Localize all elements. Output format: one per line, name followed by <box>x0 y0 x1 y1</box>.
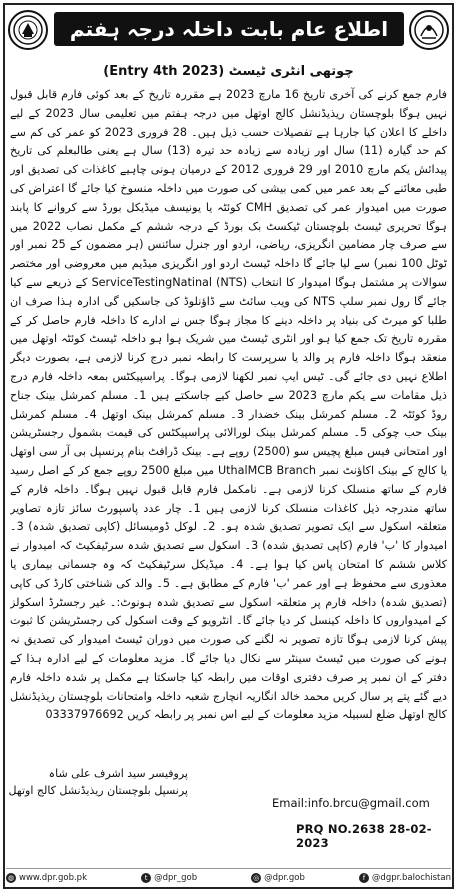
instagram-text: @dpr.gob <box>264 873 305 883</box>
footer-bar <box>6 868 451 887</box>
prq-number: PRQ NO.2638 28-02-2023 <box>296 822 432 850</box>
entry-test-subtitle <box>0 64 457 79</box>
notice-title: اطلاع عام بابت داخلہ درجہ ہفتم <box>54 12 404 46</box>
facebook-icon: f <box>359 873 369 883</box>
instagram-icon: ◎ <box>253 874 260 882</box>
contact-email: Email:info.brcu@gmail.com <box>272 796 430 810</box>
subtitle-text: چوتھی انٹری ٹیسٹ <box>228 64 354 79</box>
college-emblem-icon <box>8 10 48 50</box>
twitter-text: @dpr_gob <box>154 873 198 883</box>
facebook-text: @dgpr.balochistan <box>371 873 451 883</box>
notice-paragraph: فارم جمع کرنے کی آخری تاریخ 16 مارچ 2023 ہے مقررہ تاریخ کے بعد کوئی فارم قابل قبول نہیں ہوگا بلوچستان ریذیڈنشل کالج اوتھل میں درجہ ہفتم میں تعلیمی سال 2023 کے لیے داخلے کا اعلان کیا جارہا ہے تفصیلات حسب ذیل ہیں۔ 28 فروری 2023 کو عمر کی کم سے کم حد گیارہ (11) سال اور زیادہ سے زیادہ حد تیرہ (13) سال ہے یعنی طالبعلم کی تاریخ پیدائش یکم مارچ 2010 اور 29 فروری 2012 کے درمیان ہونی چاہیے کاغذات کی تصدیق اور طبی معائنے کے بعد عمر میں کمی بیشی کی صورت میں داخلہ منسوخ کیا جائے گا اعتراض کی صورت میں امیدوار عمر کی تصدیق CMH کوئٹہ یا یونیسف میڈیکل بورڈ سے کروانے کا پابند ہوگا تحریری ٹیسٹ بلوچستان ٹیکسٹ بک بورڈ کے درجہ ششم کے مکمل نصاب 2022 میں سے صرف چار مضامین انگریزی، ریاضی، اردو اور جنرل سائنس (ہر مضمون کے 25 نمبر اور ٹوٹل 100 نمبر) سے لیا جائے گا داخلہ ٹیسٹ اردو اور انگریزی میڈیم میں معروضی اور مختصر سوالات پر مشتمل ہوگا امیدوار کا انتخاب ServiceTestingNatinal (NTS) کے ذریعے سے کیا جائے گا رول نمبر سلپ NTS کی ویب سائٹ سے ڈاؤنلوڈ کی جاسکیں گی ادارہ ہذا صرف ان طلبا کو میرٹ کی بنیاد پر داخلہ دینے کا مجاز ہوگا جس نے ادارے کا داخلہ فارم حاصل کر کے مقررہ تاریخ تک جمع کیا ہو اور انٹری ٹیسٹ میں شریک ہوا ہو داخلہ ٹیسٹ کوئٹہ اوتھل میں منعقد ہوگا داخلہ فارم پر والد یا سرپرست کا رابطہ نمبر درج کرنا لازمی ہے، بصورت دیگر اطلاع نہیں دی جائے گی۔ ٹیس ایپ نمبر لکھنا لازمی ہوگا۔ پراسپیکٹس بمعہ داخلہ فارم درج ذیل مقامات سے یکم مارچ 2023 سے حاصل کیے جاسکتے ہیں 1۔ مسلم کمرشل بینک جناح روڈ کوئٹہ 2۔ مسلم کمرشل بینک خضدار 3۔ مسلم کمرشل بینک اوتھل 4۔ مسلم کمرشل بینک حب چوکی 5۔ مسلم کمرشل بینک لورالائی پراسپیکٹس کی قیمت بشمول رجسٹریشن اور امتحانی فیس مبلغ پچیس سو (2500) روپے ہے۔ بینک ڈرافٹ بنام پرنسپل بی آر سی اوتھل یا کالج کے بینک اکاؤنٹ نمبر UthalMCB Branch میں مبلغ 2500 روپے جمع کر کے اصل رسید فارم کے ساتھ منسلک کرنا لازمی ہے۔ نامکمل فارم قابل قبول نہیں ہوگا۔ داخلہ فارم کے ساتھ مندرجہ ذیل کاغذات منسلک کرنا لازمی ہیں 1۔ چار عدد پاسپورٹ سائز تازہ تصاویر متعلقہ اسکول سے ایک تصویر تصدیق شدہ ہو۔ 2۔ لوکل ڈومیسائل (کاپی تصدیق شدہ) 3۔ امیدوار کا 'ب' فارم (کاپی تصدیق شدہ) 3۔ اسکول سے تصدیق شدہ سرٹیفکیٹ کہ امیدوار نے کلاس ششم کا امتحان پاس کیا ہوا ہے۔ 4۔ میڈیکل سرٹیفکیٹ کہ وہ جسمانی بیماری یا معذوری سے محفوظ ہے اور عمر 'ب' فارم کے مطابق ہے۔ 5۔ والد کی شناختی کارڈ کی کاپی (تصدیق شدہ) داخلہ فارم پر متعلقہ اسکول سے تصدیق شدہ ہونوٹ:۔ غیر رجسٹرڈ اسکولز کے امیدواروں کا داخلہ کینسل کر دیا جائے گا۔ انٹرویو کے وقت اسکول کی رجسٹریشن کا ثبوت پیش کرنا لازمی ہوگا تازہ تصویر نہ لگنے کی صورت میں دوران ٹیسٹ امیدوار کی تصدیق نہ ہونے کی صورت میں ٹیسٹ سینٹر سے نکال دیا جائے گا۔ مزید معلومات کے لیے ادارہ ہذا کے دفتر کے ان نمبر پر صرف دفتری اوقات میں رابطہ کیا جاسکتا ہے مکمل پر شدہ داخلہ فارم دیے گئے پتے پر سال کریں محمد خالد انگاریہ انچارج شعبہ داخلہ وامتحانات بلوچستان ریذیڈنشل کالج اوتھل ضلع لسبیلہ مزید معلومات کے لیے اس نمبر پر رابطہ کریں 03337976692 <box>10 88 447 722</box>
entry-label: (Entry 4th 2023) <box>103 64 225 79</box>
government-emblem-icon <box>409 10 449 50</box>
website-text: www.dpr.gob.pk <box>19 873 87 883</box>
notice-body <box>10 86 447 762</box>
footer-facebook <box>359 873 451 883</box>
signatory-name: پروفیسر سید اشرف علی شاہ <box>48 767 188 780</box>
footer-twitter <box>141 873 197 883</box>
signature-block <box>8 765 188 799</box>
signatory-title: پرنسپل بلوچستان ریذیڈنشل کالج اوتھل <box>8 784 188 797</box>
notice-header <box>6 6 451 64</box>
globe-icon: ◍ <box>7 874 15 882</box>
footer-instagram <box>251 873 305 883</box>
twitter-icon: t <box>141 873 151 883</box>
footer-website <box>6 873 87 883</box>
